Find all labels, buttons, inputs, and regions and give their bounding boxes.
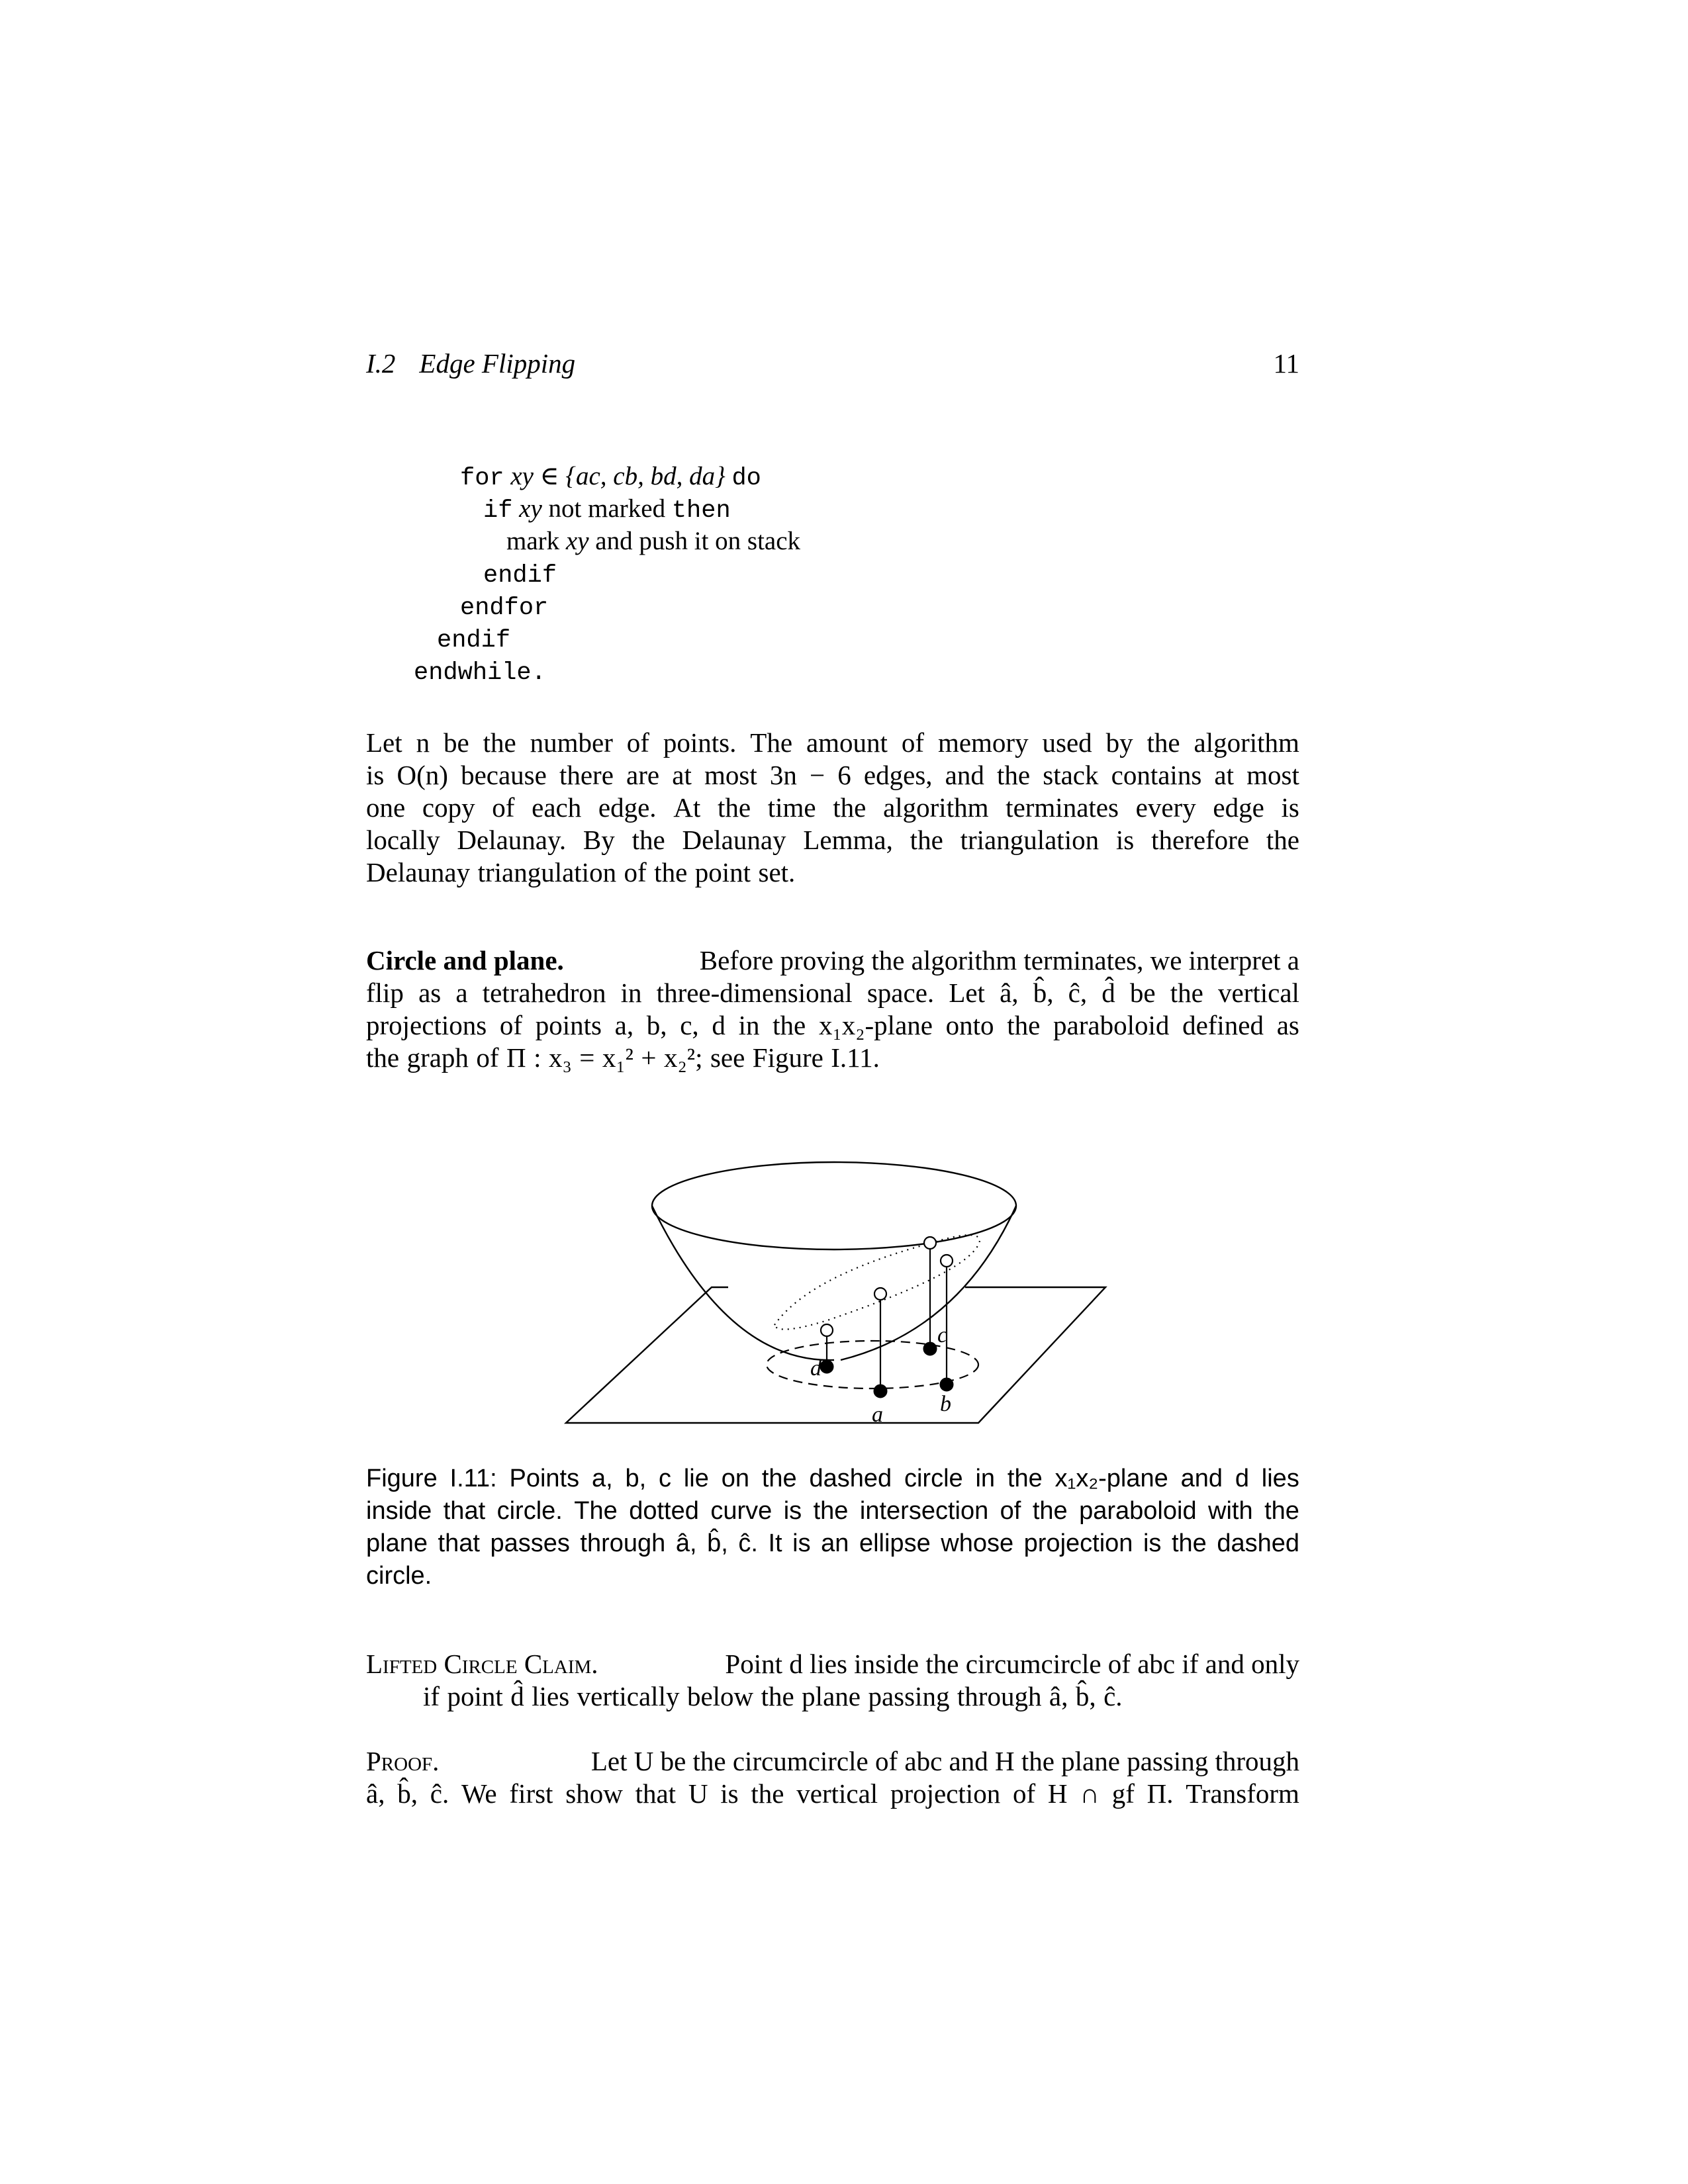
text-line: if point d̂ lies vertically below the plane passing through â, b̂, ĉ. — [423, 1681, 1123, 1711]
page-number: 11 — [1273, 348, 1299, 379]
running-head — [366, 347, 1299, 387]
text-line: is O(n) because there are at most 3n − 6 edges, and the stack contains at most — [366, 760, 1299, 790]
code-line-endwhile: endwhile. — [414, 659, 546, 687]
caption-line: inside that circle. The dotted curve is the intersection of the paraboloid with the — [366, 1497, 1299, 1525]
point-a — [874, 1385, 887, 1398]
section-heading — [366, 347, 575, 379]
proof-label: Proof. — [366, 1746, 440, 1776]
lifted-point-d — [821, 1324, 833, 1336]
text-line: â, b̂, ĉ. We first show that U is the vertical projection of H ∩ gf Π. Transform — [366, 1778, 1299, 1809]
paragraph-circle-and-plane — [366, 944, 1299, 1074]
text-line: projections of points a, b, c, d in the x₁x₂-plane onto the paraboloid defined as — [366, 1010, 1299, 1040]
pseudocode-block — [397, 460, 993, 687]
point-c — [923, 1342, 937, 1355]
text-line: flip as a tetrahedron in three-dimensional space. Let â, b̂, ĉ, d̂ be the vertical — [366, 978, 1299, 1008]
code-line-for: for xy ∈ {ac, cb, bd, da} do — [460, 462, 761, 492]
caption-line: circle. — [366, 1562, 432, 1590]
text-line: Proof. Let U be the circumcircle of abc and H the plane passing through — [366, 1746, 1299, 1776]
point-b — [940, 1378, 953, 1391]
paragraph-heading: Circle and plane. — [366, 945, 564, 976]
code-line-mark: mark xy and push it on stack — [506, 527, 801, 555]
lifted-point-a — [874, 1288, 886, 1300]
lifted-circle-claim — [366, 1648, 1299, 1713]
paraboloid-diagram — [556, 1138, 1125, 1443]
section-title: Edge Flipping — [419, 348, 576, 379]
code-line-endif-outer: endif — [437, 627, 511, 655]
text-line: Lifted Circle Claim. Point d lies inside the circumcircle of abc if and only — [366, 1649, 1299, 1679]
label-d: d — [810, 1356, 821, 1381]
text-line: locally Delaunay. By the Delaunay Lemma, the triangulation is therefore the — [366, 825, 1299, 855]
text-line: the graph of Π : x₃ = x₁² + x₂²; see Figure I.11. — [366, 1042, 880, 1073]
figure-caption — [366, 1463, 1299, 1592]
caption-line: plane that passes through â, b̂, ĉ. It is an ellipse whose projection is the dashed — [366, 1529, 1299, 1557]
label-c: c — [937, 1323, 948, 1347]
text-line: one copy of each edge. At the time the algorithm terminates every edge is — [366, 792, 1299, 823]
code-line-endfor: endfor — [460, 594, 549, 622]
text-line: Delaunay triangulation of the point set. — [366, 857, 796, 887]
claim-label: Lifted Circle Claim. — [366, 1649, 598, 1679]
caption-line: Figure I.11: Points a, b, c lie on the dashed circle in the x₁x₂-plane and d lies — [366, 1465, 1299, 1492]
code-line-endif-inner: endif — [483, 562, 557, 590]
proof — [366, 1745, 1299, 1810]
lifted-point-b — [941, 1255, 953, 1267]
label-a: a — [872, 1402, 883, 1427]
code-line-if: if xy not marked then — [483, 494, 731, 525]
paragraph-memory — [366, 727, 1299, 889]
label-b: b — [940, 1392, 951, 1416]
section-number: I.2 — [366, 348, 396, 379]
point-d — [820, 1360, 833, 1373]
plane-outline — [566, 1287, 1105, 1423]
text-line: Circle and plane. Before proving the algorithm terminates, we interpret a — [366, 945, 1299, 976]
figure-paraboloid — [556, 1138, 1125, 1443]
lifted-point-c — [924, 1237, 936, 1249]
text-line: Let n be the number of points. The amount of memory used by the algorithm — [366, 727, 1299, 758]
paraboloid-rim — [652, 1162, 1016, 1250]
